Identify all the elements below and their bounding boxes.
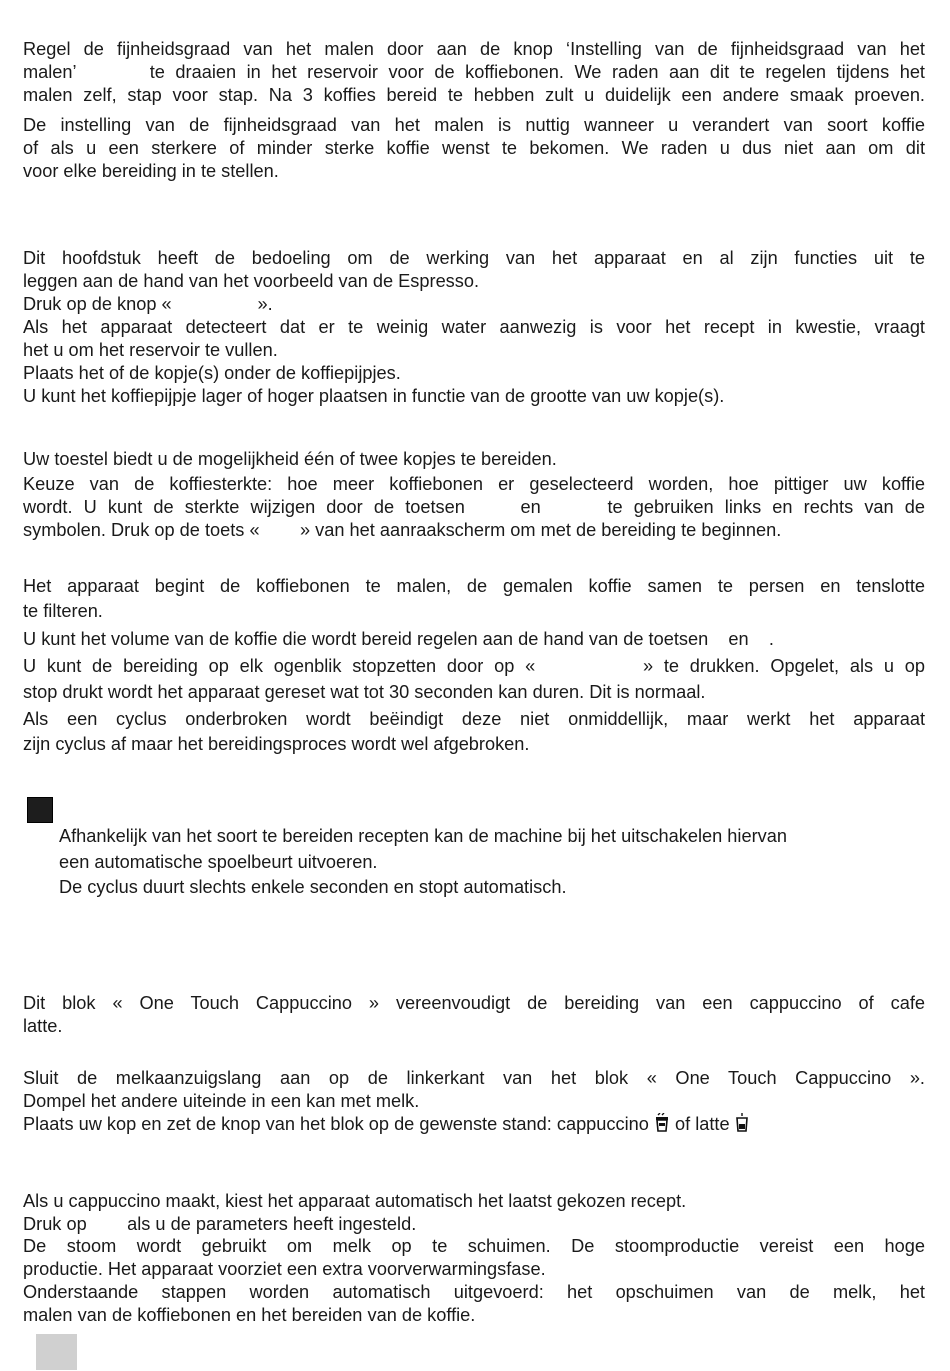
text-line: Als het apparaat detecteert dat er te weinig water aanwezig is voor het recept in kwestie, vraagt (23, 317, 925, 337)
text-segment: Plaats uw kop en zet de knop van het blok op de gewenste stand: cappuccino (23, 1114, 649, 1134)
text-line: De instelling van de fijnheidsgraad van het malen is nuttig wanneer u verandert van soort koffie (23, 115, 925, 135)
text-line: voor elke bereiding in te stellen. (23, 161, 279, 181)
square-note-icon (27, 797, 53, 823)
text-line: symbolen. Druk op de toets « » van het aanraakscherm om met de bereiding te beginnen. (23, 520, 782, 540)
text-line: U kunt het volume van de koffie die wordt bereid regelen aan de hand van de toetsen en . (23, 629, 774, 649)
text-line: Onderstaande stappen worden automatisch uitgevoerd: het opschuimen van de melk, het (23, 1282, 925, 1302)
text-line: Sluit de melkaanzuigslang aan op de linkerkant van het blok « One Touch Cappuccino ». (23, 1068, 925, 1088)
text-line: U kunt het koffiepijpje lager of hoger plaatsen in functie van de grootte van uw kopje(s). (23, 386, 725, 406)
text-line: Het apparaat begint de koffiebonen te malen, de gemalen koffie samen te persen en tenslotte (23, 576, 925, 596)
text-line: of als u een sterkere of minder sterke koffie wenst te bekomen. We raden u dus niet aan om dit (23, 138, 925, 158)
note-line: Afhankelijk van het soort te bereiden recepten kan de machine bij het uitschakelen hiervan (59, 826, 787, 846)
text-line: U kunt de bereiding op elk ogenblik stopzetten door op « » te drukken. Opgelet, als u op (23, 656, 925, 676)
text-line: Als een cyclus onderbroken wordt beëindigt deze niet onmiddellijk, maar werkt het apparaat (23, 709, 925, 729)
text-line: Regel de fijnheidsgraad van het malen door aan de knop ‘Instelling van de fijnheidsgraad van het (23, 39, 925, 59)
text-line: Keuze van de koffiesterkte: hoe meer koffiebonen er geselecteerd worden, hoe pittiger uw koffie (23, 474, 925, 494)
latte-glass-icon (735, 1113, 749, 1133)
text-line: malen van de koffiebonen en het bereiden van de koffie. (23, 1305, 476, 1325)
text-line: Uw toestel biedt u de mogelijkheid één of twee kopjes te bereiden. (23, 449, 557, 469)
text-line (23, 1113, 925, 1136)
text-line: te filteren. (23, 601, 103, 621)
text-line: zijn cyclus af maar het bereidingsproces wordt wel afgebroken. (23, 734, 530, 754)
text-line: Als u cappuccino maakt, kiest het apparaat automatisch het laatst gekozen recept. (23, 1191, 687, 1211)
page-number-box (36, 1334, 77, 1370)
text-line: productie. Het apparaat voorziet een extra voorverwarmingsfase. (23, 1259, 546, 1279)
text-line: leggen aan de hand van het voorbeeld van de Espresso. (23, 271, 480, 291)
text-line: malen’ te draaien in het reservoir voor de koffiebonen. We raden aan dit te regelen tijdens het (23, 62, 925, 82)
text-line: Druk op als u de parameters heeft ingesteld. (23, 1214, 417, 1234)
text-segment: of latte (675, 1114, 730, 1134)
note-line: een automatische spoelbeurt uitvoeren. (59, 852, 378, 872)
text-line: Dit hoofdstuk heeft de bedoeling om de werking van het apparaat en al zijn functies uit te (23, 248, 925, 268)
cappuccino-cup-icon (654, 1113, 670, 1133)
text-line: Dompel het andere uiteinde in een kan met melk. (23, 1091, 420, 1111)
text-line: De stoom wordt gebruikt om melk op te schuimen. De stoomproductie vereist een hoge (23, 1236, 925, 1256)
text-line: Plaats het of de kopje(s) onder de koffiepijpjes. (23, 363, 401, 383)
text-line: stop drukt wordt het apparaat gereset wat tot 30 seconden kan duren. Dit is normaal. (23, 682, 706, 702)
text-line: het u om het reservoir te vullen. (23, 340, 278, 360)
text-line: Druk op de knop « ». (23, 294, 273, 314)
text-line: Dit blok « One Touch Cappuccino » vereenvoudigt de bereiding van een cappuccino of cafe (23, 993, 925, 1013)
text-line: wordt. U kunt de sterkte wijzigen door de toetsen en te gebruiken links en rechts van de (23, 497, 925, 517)
note-line: De cyclus duurt slechts enkele seconden en stopt automatisch. (59, 877, 567, 897)
text-line: latte. (23, 1016, 63, 1036)
text-line: malen zelf, stap voor stap. Na 3 koffies bereid te hebben zult u duidelijk een andere smaak proeven. (23, 85, 925, 105)
